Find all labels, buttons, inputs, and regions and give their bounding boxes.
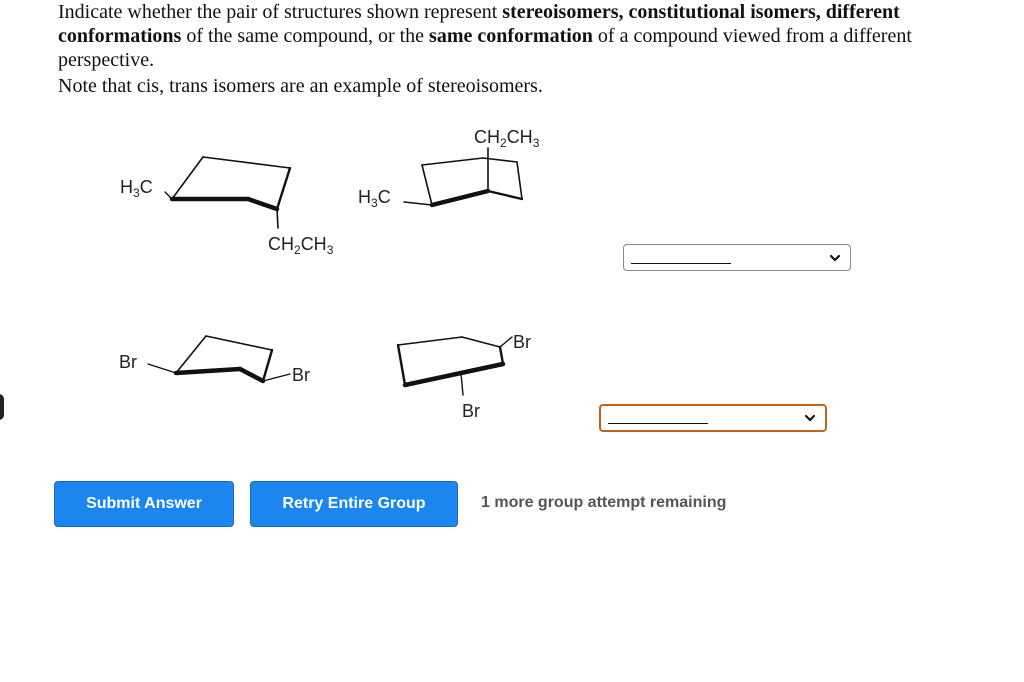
pair2-left-sub2: Br bbox=[292, 365, 310, 385]
question-bold: same conformation bbox=[429, 25, 593, 47]
question-part: of the same compound, or the bbox=[181, 25, 430, 47]
pair1-right-sub1: $H_3C$ bbox=[358, 187, 391, 210]
pair2-answer-dropdown[interactable] bbox=[599, 404, 827, 432]
chevron-down-icon bbox=[803, 411, 817, 425]
pair2-right-sub1: Br bbox=[513, 332, 531, 352]
structure-pair2-left bbox=[148, 336, 290, 381]
pair1-answer-dropdown[interactable] bbox=[623, 244, 851, 271]
dropdown-value bbox=[631, 263, 731, 264]
retry-entire-group-button[interactable]: Retry Entire Group bbox=[250, 481, 458, 527]
submit-answer-button[interactable]: Submit Answer bbox=[54, 481, 234, 527]
question-part: of a compound viewed from a different perspective. bbox=[58, 25, 912, 71]
structure-pair1-right bbox=[404, 148, 522, 205]
structure-pair2-right bbox=[398, 337, 512, 395]
structure-pair1-left bbox=[165, 157, 290, 228]
attempts-remaining-text: 1 more group attempt remaining bbox=[481, 494, 727, 511]
pair1-left-sub1: $H_3C$ bbox=[120, 177, 153, 200]
chevron-down-icon bbox=[828, 251, 842, 265]
question-note: Note that cis, trans isomers are an example of stereoisomers. bbox=[58, 75, 543, 97]
scroll-handle[interactable] bbox=[0, 394, 4, 420]
pair2-left-sub1: Br bbox=[119, 352, 137, 372]
pair2-right-sub2: Br bbox=[462, 401, 480, 421]
dropdown-value bbox=[608, 423, 708, 424]
pair1-left-sub2: $CH_2CH_3$ bbox=[268, 234, 334, 257]
pair1-right-sub2: $CH_2CH_3$ bbox=[474, 127, 540, 150]
question-part: Indicate whether the pair of structures shown represent bbox=[58, 1, 503, 23]
question-bold: stereoisomers, constitutional isomers, different conformations bbox=[58, 1, 900, 47]
